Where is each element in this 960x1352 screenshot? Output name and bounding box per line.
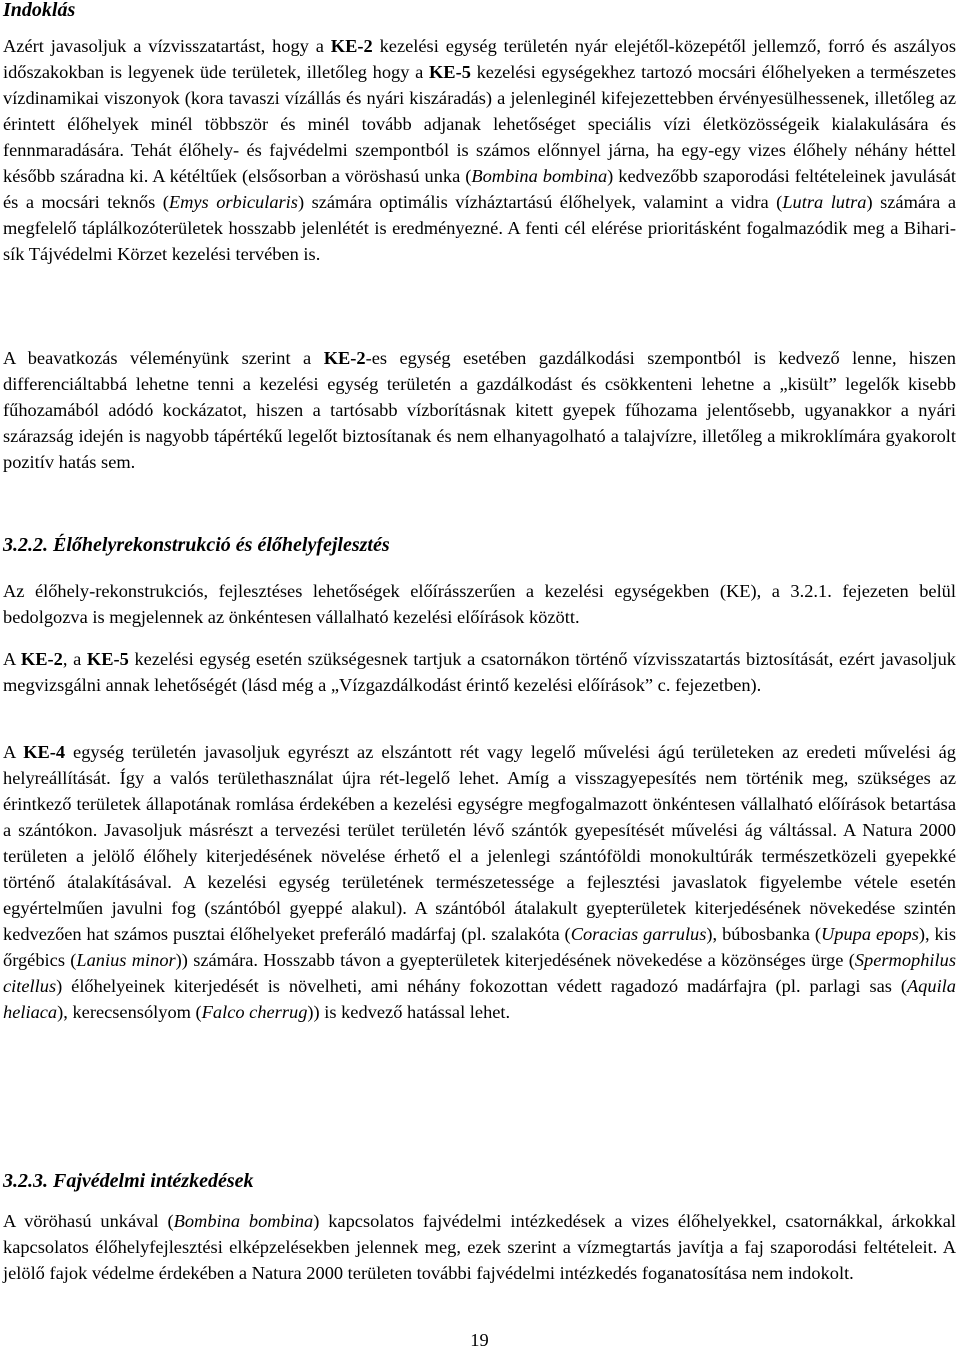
- text-run: ) élőhelyeinek kiterjedését is növelheti, ami néhány fokozottan védett ragadozó madárfajra (pl. parlagi sas (: [56, 976, 907, 996]
- paragraph-4-wrap: [3, 646, 956, 698]
- paragraph-6-wrap: [3, 1208, 956, 1286]
- paragraph-2: [3, 345, 956, 475]
- text-run: kezelési egység esetén szükségesnek tartjuk a csatornákon történő vízvisszatartás biztosítását, ezért javasoljuk megvizsgálni annak lehetőségét (lásd még a „Vízgazdálkodást érintő kezelési előírások” c. fejezetben).: [3, 649, 956, 695]
- paragraph-1-wrap: [3, 33, 956, 267]
- page-number: 19: [470, 1330, 489, 1350]
- bold-term: KE-5: [429, 62, 471, 82]
- text-run: Az élőhely-rekonstrukciós, fejlesztéses lehetőségek előírásszerűen a kezelési egységekben (KE), a 3.2.1. fejezeten belül bedolgozva is megjelennek az önkéntesen vállalható kezelési előírások között.: [3, 581, 956, 627]
- paragraph-2-wrap: [3, 345, 956, 475]
- species-name: Bombina bombina: [471, 166, 608, 186]
- text-run: egység területén javasoljuk egyrészt az elszántott rét vagy legelő művelési ágú területeken az eredeti művelési ág helyreállítását. Így a valós területhasználat újra rét-legelő lehet. Amíg a visszagyepesítés nem történik meg, szükséges az érintkező területek állapotának romlása érdekében a kezelési egységre megfogalmazott önkéntesen vállalható előírások betartása a szántókon. Javasoljuk másrészt a tervezési terület területén lévő szántók gyepesítését művelési ág váltással. A Natura 2000 területen a jelölő élőhely kiterjedésének növelése érhető el a jelenlegi szántóföldi monokultúrák természetközeli gyepekké történő átalakításával. A kezelési egység területének természetessége a fejlesztési javaslatok figyelembe vétele esetén egyértelműen javulni fog (szántóból gyeppé alakul). A szántóból átalakult gyepterületek kiterjedésének növekedése szintén kedvezően hat számos pusztai élőhelyeket preferáló madárfaj (pl. szalakóta (: [3, 742, 956, 944]
- text-run: ) kedvezőbb szaporodási feltételeinek javulását és a mocsári teknős (: [3, 166, 956, 212]
- bold-term: KE-2: [323, 348, 366, 368]
- species-name: Upupa epops: [820, 924, 919, 944]
- text-run: ) számára a megfelelő táplálkozóterületek hosszabb jelenlétét is eredményezné. A fenti cél elérése prioritásként fogalmazódik meg a Bihari-sík Tájvédelmi Körzet kezelési tervében is.: [3, 192, 956, 264]
- text-run: ), kis őrgébics (: [3, 924, 956, 970]
- species-name: Falco cherrug: [201, 1002, 308, 1022]
- species-name: Spermophilus citellus: [3, 950, 956, 996]
- bold-term: KE-2: [330, 36, 373, 56]
- text-run: kezelési egységekhez tartozó mocsári élőhelyeken a természetes vízdinamikai viszonyok (kora tavaszi vízállás és nyári kiszáradás) a jelenleginél kifejezettebben érvényesülhessenek, illetőleg az érintett élőhelyek minél többször és minél tovább adjanak lehetőséget speciális vízi életközösségeik kialakulására és fennmaradására. Tehát élőhely- és fajvédelmi szempontból is számos előnnyel járna, ha egy-egy vizes élőhely néhány héttel később száradna ki. A kétéltűek (elsősorban a vöröshasú unka (: [3, 62, 956, 186]
- text-run: Azért javasoljuk a vízvisszatartást, hogy a: [3, 36, 331, 56]
- paragraph-5-wrap: [3, 739, 956, 1025]
- species-name: Aquila heliaca: [3, 976, 956, 1022]
- heading-fajvedelmi: 3.2.3. Fajvédelmi intézkedések: [3, 1170, 254, 1192]
- paragraph-4: [3, 646, 956, 698]
- paragraph-5: [3, 739, 956, 1025]
- paragraph-3-wrap: [3, 578, 956, 630]
- section-323: [3, 1169, 956, 1193]
- section-322: [3, 533, 956, 557]
- heading-elohelyrekonstrukcio: 3.2.2. Élőhelyrekonstrukció és élőhelyfejlesztés: [3, 534, 390, 556]
- paragraph-1: [3, 33, 956, 267]
- bold-term: KE-5: [86, 649, 129, 669]
- species-name: Lanius minor: [76, 950, 176, 970]
- text-run: kezelési egység területén nyár elejétől-közepétől jellemző, forró és aszályos időszakokban is legyenek üde területek, illetőleg hogy a: [3, 36, 956, 82]
- species-name: Coracias garrulus: [570, 924, 707, 944]
- text-run: ) számára optimális vízháztartású élőhelyek, valamint a vidra (: [297, 192, 783, 212]
- bold-term: KE-4: [23, 742, 66, 762]
- paragraph-6: [3, 1208, 956, 1286]
- text-run: A: [3, 742, 24, 762]
- species-name: Bombina bombina: [173, 1211, 314, 1231]
- species-name: Lutra lutra: [782, 192, 867, 212]
- section-indoklas: [3, 0, 956, 22]
- text-run: )) is kedvező hatással lehet.: [307, 1002, 511, 1022]
- text-run: A beavatkozás véleményünk szerint a: [3, 348, 324, 368]
- text-run: A vöröhasú unkával (: [3, 1211, 174, 1231]
- text-run: , a: [62, 649, 87, 669]
- bold-term: KE-2: [20, 649, 63, 669]
- text-run: -es egység esetében gazdálkodási szempontból is kedvező lenne, hiszen differenciáltabbá lehetne tenni a kezelési egység területén a gazdálkodást és csökkenteni lehetne a „kisült” legelők kisebb fűhozamából adódó kockázatot, hiszen a tartósabb vízborításnak kitett gyepek fűhozama jelentősebb, ugyanakkor a nyári szárazság idején is nagyobb tápértékű legelőt biztosítanak és nem elhanyagolható a talajvízre, illetőleg a mikroklímára gyakorolt pozitív hatás sem.: [3, 348, 957, 472]
- heading-indoklas: Indoklás: [3, 0, 76, 21]
- text-run: ) kapcsolatos fajvédelmi intézkedések a vizes élőhelyekkel, csatornákkal, árkokkal kapcsolatos élőhelyfejlesztési elképzelésekben jelennek meg, ezek szerint a vízmegtartás javítja a faj szaporodási feltételeit. A jelölő fajok védelme érdekében a Natura 2000 területen további fajvédelmi intézkedés foganatosítása nem indokolt.: [3, 1211, 957, 1283]
- text-run: ), kerecsensólyom (: [57, 1002, 202, 1022]
- text-run: A: [3, 649, 21, 669]
- text-run: )) számára. Hosszabb távon a gyepterületek kiterjedésének növekedése a közönséges ürge (: [175, 950, 855, 970]
- species-name: Emys orbicularis: [168, 192, 298, 212]
- paragraph-3: [3, 578, 956, 630]
- text-run: ), búbosbanka (: [706, 924, 821, 944]
